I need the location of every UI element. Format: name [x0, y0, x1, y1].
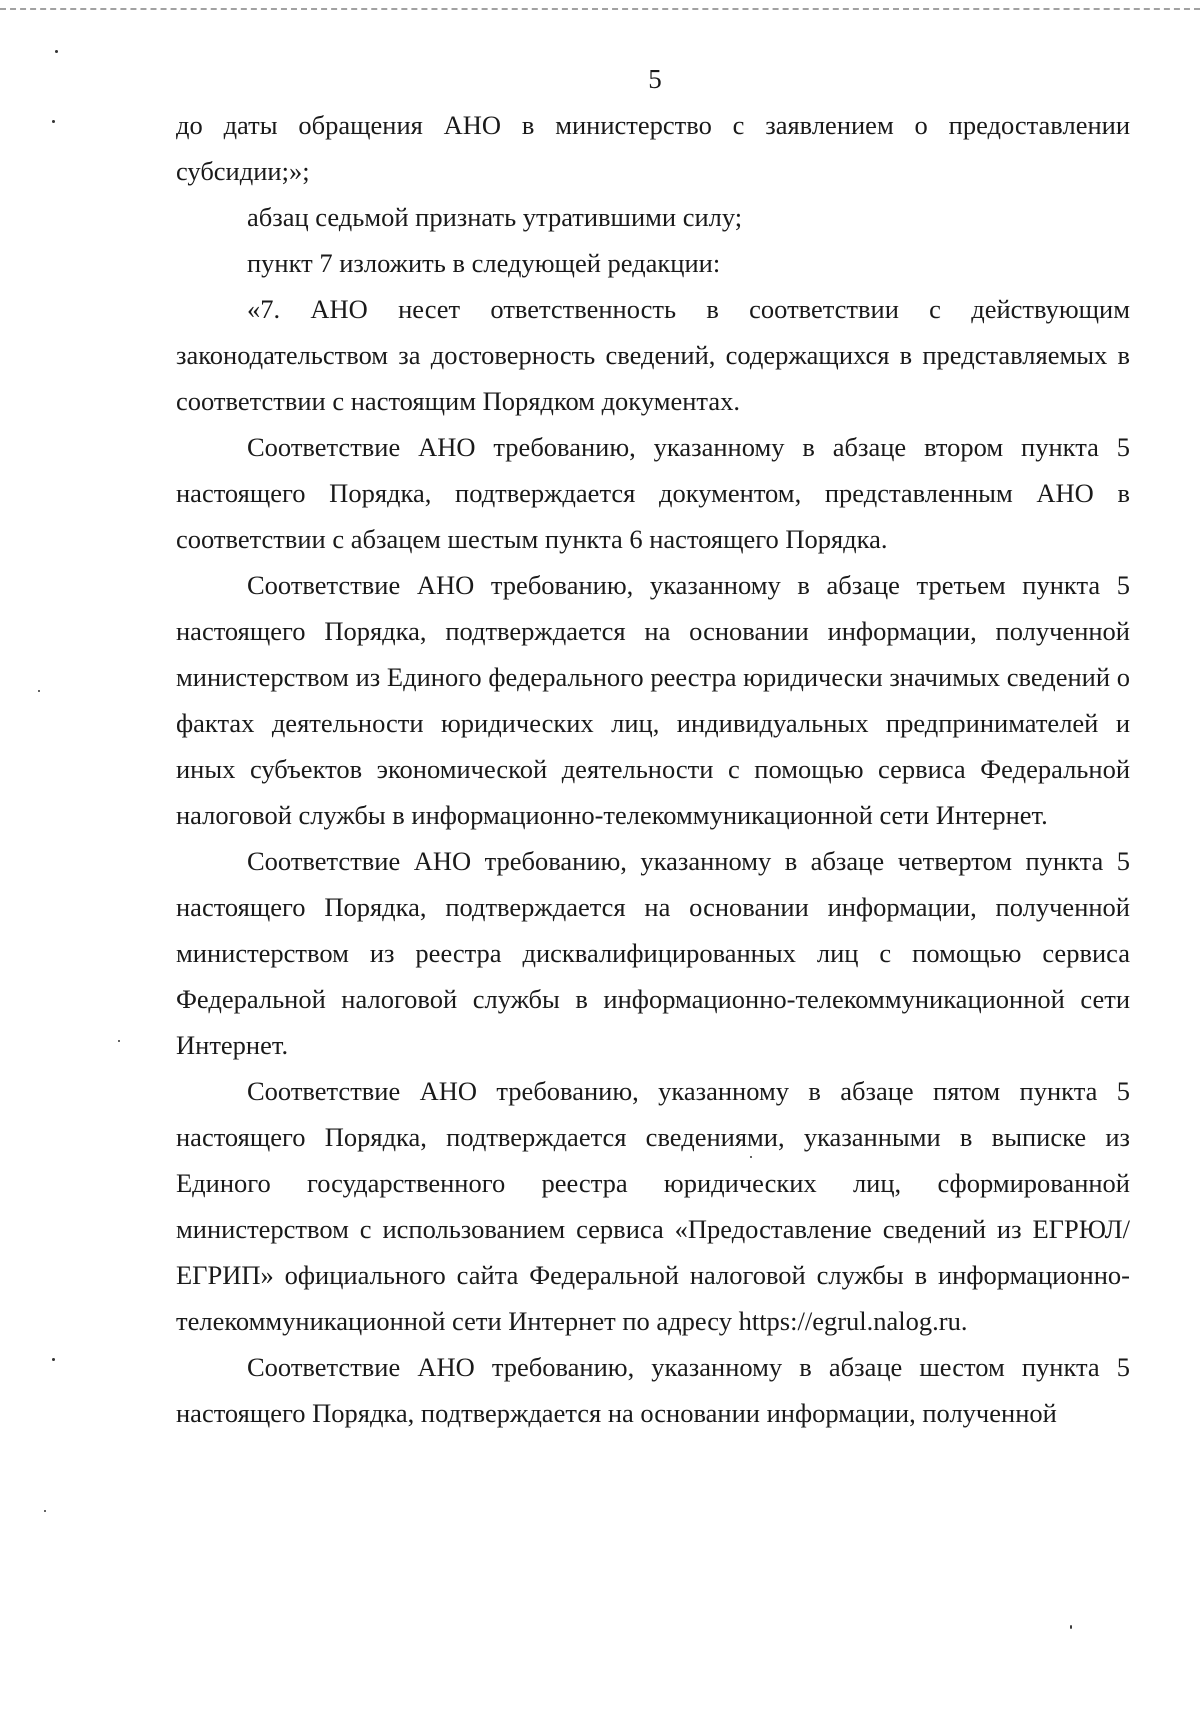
scan-speck [118, 1040, 120, 1042]
paragraph-abzac-sedmoy: абзац седьмой признать утратившими силу; [247, 202, 743, 232]
scan-speck [44, 1510, 46, 1512]
paragraph-abzac-chetvertyy: Соответствие АНО требованию, указанному в абзаце четвертом пункта 5 настоящего Порядка, подтверждается на основании информации, полученной министерством из реестра дисквалифицированных лиц с помощью сервиса Федеральной налоговой службы в информационно-телекоммуникационной сети Интернет. [176, 846, 1130, 1060]
scan-speck [1070, 1625, 1072, 1629]
scan-speck [52, 1358, 55, 1361]
scan-speck [750, 1156, 752, 1158]
scan-speck [52, 120, 55, 123]
paragraph-abzac-tretiy: Соответствие АНО требованию, указанному в абзаце третьем пункта 5 настоящего Порядка, подтверждается на основании информации, полученной министерством из Единого федерального реестра юридически значимых сведений о фактах деятельности юридических лиц, индивидуальных предпринимателей и иных субъектов экономической деятельности с помощью сервиса Федеральной налоговой службы в информационно-телекоммуникационной сети Интернет. [176, 570, 1130, 830]
paragraph-abzac-vtoroy: Соответствие АНО требованию, указанному в абзаце втором пункта 5 настоящего Порядка, подтверждается документом, представленным АНО в соответствии с абзацем шестым пункта 6 настоящего Порядка. [176, 432, 1130, 554]
page-number: 5 [648, 64, 662, 94]
paragraph-continuation: до даты обращения АНО в министерство с заявлением о предоставлении субсидии;»; [176, 110, 1130, 186]
paragraph-punkt-7-text: «7. АНО несет ответственность в соответствии с действующим законодательством за достоверность сведений, содержащихся в представляемых в соответствии с настоящим Порядком документах. [176, 294, 1130, 416]
paragraph-abzac-shestoy: Соответствие АНО требованию, указанному в абзаце шестом пункта 5 настоящего Порядка, подтверждается на основании информации, полученной [176, 1352, 1130, 1428]
paragraph-punkt-7-intro: пункт 7 изложить в следующей редакции: [247, 248, 721, 278]
scan-speck [55, 50, 58, 53]
paragraph-abzac-pyatyy: Соответствие АНО требованию, указанному в абзаце пятом пункта 5 настоящего Порядка, подтверждается сведениями, указанными в выписке из Единого государственного реестра юридических лиц, сформированной министерством с использованием сервиса «Предоставление сведений из ЕГРЮЛ/ЕГРИП» официального сайта Федеральной налоговой службы в информационно-телекоммуникационной сети Интернет по адресу https://egrul.nalog.ru. [176, 1076, 1130, 1336]
scan-top-edge [0, 0, 1200, 10]
document-body [176, 102, 1130, 1436]
scan-speck [38, 690, 40, 692]
